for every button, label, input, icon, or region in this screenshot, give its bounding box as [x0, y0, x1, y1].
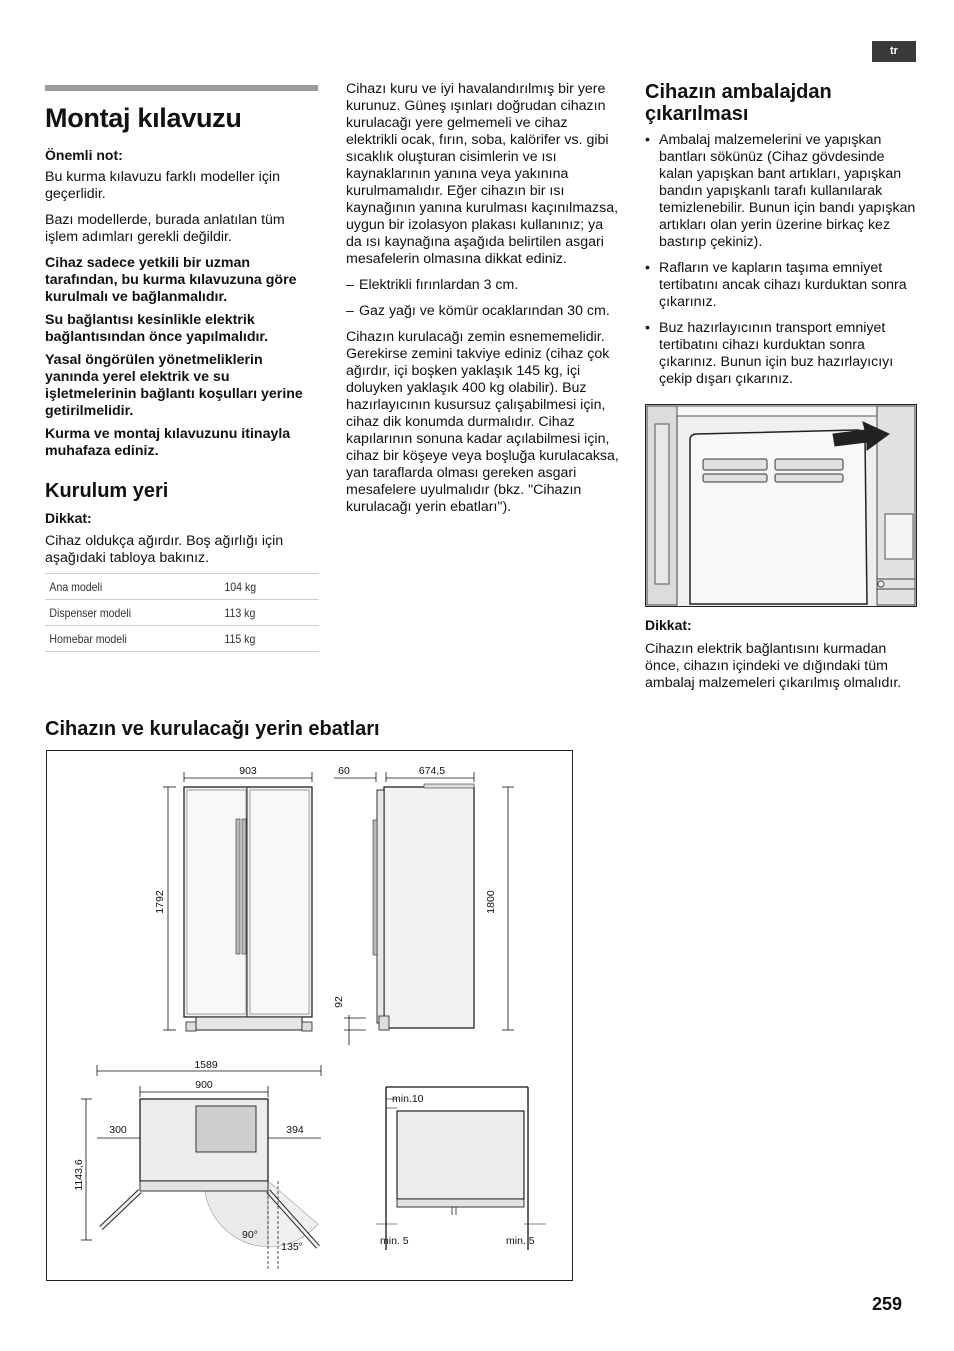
plan-total-label: 1589 — [194, 1059, 218, 1071]
dimensions-title: Cihazın ve kurulacağı yerin ebatları — [45, 718, 380, 740]
model-cell: Ana modeli — [45, 574, 199, 600]
language-tag: tr — [872, 41, 916, 62]
front-view — [154, 765, 312, 1031]
plan-right-label: 394 — [286, 1124, 304, 1136]
front-width-label: 903 — [239, 765, 257, 777]
page-title: Montaj kılavuzu — [45, 103, 242, 133]
kurulum-dikkat-label: Dikkat: — [45, 510, 92, 526]
plan-view — [73, 1059, 321, 1270]
ambalaj-dikkat-text: Cihazın elektrik bağlantısını kurmadan önce, cihazın içindeki ve dığındaki tüm ambalaj malzemeleri çıkarılmış olmalıdır. — [645, 641, 902, 691]
weight-cell: 104 kg — [220, 574, 307, 600]
montaj-p2: Bazı modellerde, burada anlatılan tüm işlem adımları gerekli değildir. — [45, 212, 285, 245]
model-cell: Homebar modeli — [45, 626, 199, 652]
dimensions-diagram — [46, 750, 573, 1281]
min-top-label: min.10 — [392, 1093, 424, 1105]
kurulum-section — [45, 510, 320, 652]
kurulum-title: Kurulum yeri — [45, 480, 169, 502]
montaj-bold-4: Kurma ve montaj kılavuzunu itinayla muhafaza ediniz. — [45, 426, 291, 459]
ambalaj-dikkat-label: Dikkat: — [645, 617, 692, 633]
table-row — [45, 600, 319, 626]
front-height-label: 1792 — [154, 890, 166, 914]
plan-depth-label: 1143,6 — [73, 1159, 85, 1191]
foot-label: 92 — [333, 996, 345, 1008]
kurulum-text: Cihaz oldukça ağırdır. Boş ağırlığı için aşağıdaki tabloya bakınız. — [45, 533, 284, 566]
ambalaj-title: Cihazın ambalajdan çıkarılması — [645, 81, 832, 125]
angle-90-label: 90° — [242, 1229, 258, 1241]
title-rule — [45, 85, 318, 91]
plan-left-label: 300 — [109, 1124, 127, 1136]
page-number: 259 — [872, 1294, 903, 1314]
side-gap-label: 60 — [338, 765, 350, 777]
ambalaj-section — [645, 132, 917, 397]
dash-item-2: – Gaz yağı ve kömür ocaklarından 30 cm. — [346, 303, 620, 320]
table-row — [45, 626, 319, 652]
onemli-label: Önemli not: — [45, 147, 123, 163]
middle-p1: Cihazı kuru ve iyi havalandırılmış bir yere kurunuz. Güneş ışınları doğrudan cihazın kurulacağı yere gelmemeli ve cihaz elektrikli ocak, fırın, soba, kalörifer vs. gibi sıcaklık oluşturan cisimlerin ve ısı kaynaklarının yanına veya yakınına kurulmamalıdır. Eğer cihazın bir ısı kaynağının yanına kurulması kaçınılmazsa, uygun bir izolasyon plakası kullanınız; ya da ısı kaynağına aşağıda belirtilen asgari mesafelerin olmasına dikkat ediniz. — [346, 81, 619, 267]
niche-view — [376, 1087, 546, 1250]
side-height-label: 1800 — [485, 890, 497, 914]
plan-width-label: 900 — [195, 1079, 213, 1091]
list-item: • Rafların ve kapların taşıma emniyet tertibatını ancak cihazı kurduktan sonra çıkarınız. — [645, 260, 917, 311]
montaj-bold-1: Cihaz sadece yetkili bir uzman tarafından, bu kurma kılavuzuna göre kurulmalı ve bağlanmalıdır. — [45, 255, 297, 305]
table-row — [45, 574, 319, 600]
montaj-bold-2: Su bağlantısı kesinlikle elektrik bağlantısından önce yapılmalıdır. — [45, 312, 269, 345]
montaj-section — [45, 147, 320, 460]
list-item: • Ambalaj malzemelerini ve yapışkan bantları sökünüz (Cihaz gövdesinde kalan yapışkan bant artıkları, yapışkan bandın yapışkanlı tarafı kullanılarak temizlenebilir. Bunun için bandı yapışkan artıkları olan yerin üzerine birkaç kez bastırıp çekiniz). — [645, 132, 917, 251]
middle-section — [346, 81, 620, 516]
min-right-label: min. 5 — [506, 1235, 535, 1247]
middle-p2: Cihazın kurulacağı zemin esnememelidir. Gerekirse zemini takviye ediniz (cihaz çok ağırdır, içi boşken yaklaşık 145 kg, içi doluyken yaklaşık 400 kg olabilir). Buz hazırlayıcının kusursuz çalışabilmesi için, cihaz dik konumda durmalıdır. Cihaz kapılarının sonuna kadar açılabilmesi için, cihaz bir köşeye veya boşluğa kurulacaksa, yan taraflarda olması gereken asgari mesafelere uyulmalıdır (bkz. "Cihazın kurulacağı yerin ebatları"). — [346, 329, 619, 515]
side-depth-label: 674,5 — [418, 765, 446, 777]
montaj-p1: Bu kurma kılavuzu farklı modeller için geçerlidir. — [45, 169, 280, 202]
weight-cell: 115 kg — [220, 626, 307, 652]
weight-table — [45, 573, 319, 652]
dash-item-1: – Elektrikli fırınlardan 3 cm. — [346, 277, 620, 294]
fridge-interior-illustration — [645, 404, 917, 607]
model-cell: Dispenser modeli — [45, 600, 199, 626]
side-view — [333, 765, 514, 1045]
list-item: • Buz hazırlayıcının transport emniyet tertibatını cihazı kurduktan sonra çıkarınız. Bunun için buz hazırlayıcıyı çekip dışarı çıkarınız. — [645, 320, 917, 388]
ambalaj-bullet-list — [645, 132, 917, 388]
weight-cell: 113 kg — [220, 600, 307, 626]
ambalaj-dikkat — [645, 617, 917, 692]
angle-135-label: 135° — [281, 1241, 303, 1253]
min-left-label: min. 5 — [380, 1235, 409, 1247]
dimensions-diagram-box — [46, 750, 573, 1281]
montaj-bold-3: Yasal öngörülen yönetmeliklerin yanında yerel elektrik ve su işletmelerinin bağlantı koşulları yerine getirilmelidir. — [45, 352, 303, 419]
